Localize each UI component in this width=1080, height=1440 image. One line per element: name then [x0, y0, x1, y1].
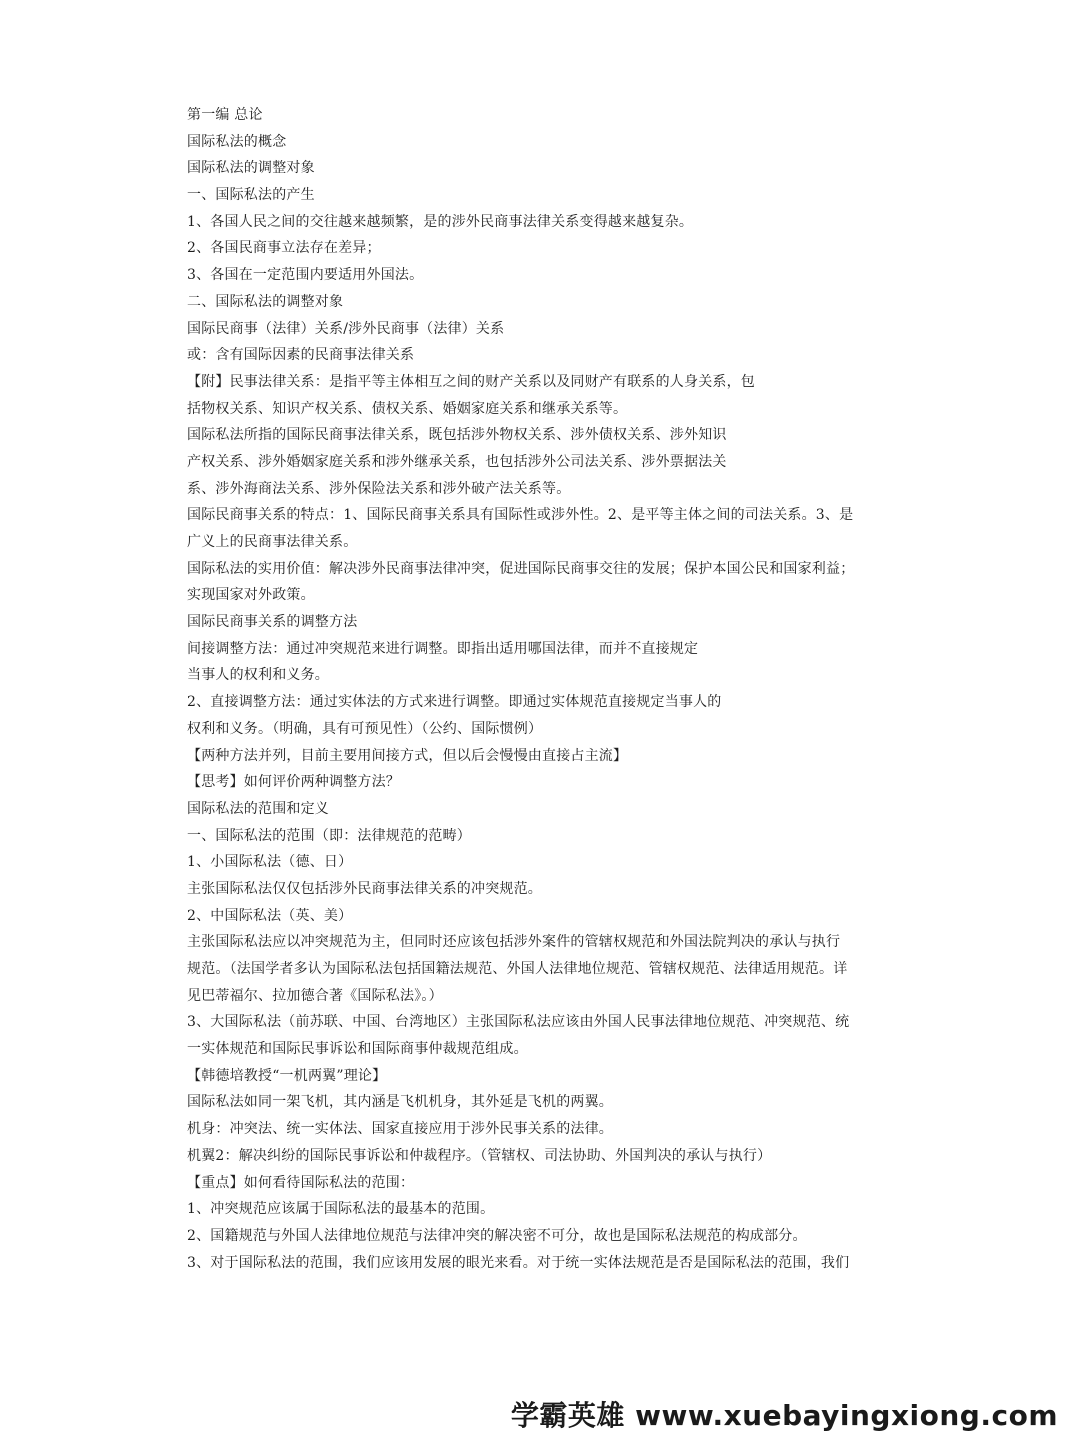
text-line: 产权关系、涉外婚姻家庭关系和涉外继承关系，也包括涉外公司法关系、涉外票据法关 [187, 453, 727, 470]
text-line: 规范。（法国学者多认为国际私法包括国籍法规范、外国人法律地位规范、管辖权规范、法律适用规范。详 [187, 961, 848, 977]
text-line: 见巴蒂福尔、拉加德合著《国际私法》。） [187, 987, 443, 1004]
text-line: 国际私法如同一架飞机，其内涵是飞机机身，其外延是飞机的两翼。 [187, 1094, 613, 1111]
text-line: 1、各国人民之间的交往越来越频繁，是的涉外民商事法律关系变得越来越复杂。 [187, 213, 694, 230]
section-title: 第一编 总论 [187, 107, 263, 123]
heading: 二、国际私法的调整对象 [187, 293, 344, 310]
text-line: 1、冲突规范应该属于国际私法的最基本的范围。 [187, 1201, 495, 1218]
text-line: 【重点】如何看待国际私法的范围： [187, 1174, 415, 1191]
text-line: 【两种方法并列，目前主要用间接方式，但以后会慢慢由直接占主流】 [187, 747, 628, 764]
text-line: 间接调整方法：通过冲突规范来进行调整。即指出适用哪国法律，而并不直接规定 [187, 640, 699, 657]
text-line: 国际私法所指的国际民商事法律关系，既包括涉外物权关系、涉外债权关系、涉外知识 [187, 427, 727, 444]
text-line: 2、各国民商事立法存在差异； [187, 240, 381, 257]
text-line: 3、各国在一定范围内要适用外国法。 [187, 267, 424, 284]
text-line: 机身：冲突法、统一实体法、国家直接应用于涉外民事关系的法律。 [187, 1121, 613, 1138]
text-line: 权利和义务。（明确，具有可预见性）（公约、国际惯例） [187, 720, 543, 737]
watermark: 学霸英雄 www.xuebayingxiong.com [510, 1399, 1058, 1432]
text-line: 或：含有国际因素的民商事法律关系 [187, 347, 415, 364]
heading: 国际私法的调整对象 [187, 160, 315, 177]
text-line: 广义上的民商事法律关系。 [187, 534, 358, 550]
text-line: 主张国际私法仅仅包括涉外民商事法律关系的冲突规范。 [187, 880, 542, 897]
text-line: 机翼2：解决纠纷的国际民事诉讼和仲裁程序。（管辖权、司法协助、外国判决的承认与执行） [187, 1147, 772, 1164]
text-line: 当事人的权利和义务。 [187, 667, 329, 684]
heading: 一、国际私法的范围（即：法律规范的范畴） [187, 827, 471, 844]
text-line: 2、国籍规范与外国人法律地位规范与法律冲突的解决密不可分，故也是国际私法规范的构成部分。 [187, 1227, 807, 1244]
text-line: 【思考】如何评价两种调整方法？ [187, 774, 400, 791]
text-line: 系、涉外海商法关系、涉外保险法关系和涉外破产法关系等。 [187, 480, 571, 497]
text-line: 国际民商事（法律）关系/涉外民商事（法律）关系 [187, 320, 505, 337]
heading: 国际民商事关系的调整方法 [187, 614, 358, 631]
text-line: 实现国家对外政策。 [187, 587, 315, 604]
text-line: 【附】民事法律关系：是指平等主体相互之间的财产关系以及同财产有联系的人身关系，包 [187, 373, 755, 390]
text-line: 2、中国际私法（英、美） [187, 907, 353, 924]
document-body [187, 102, 917, 1276]
text-line: 主张国际私法应以冲突规范为主，但同时还应该包括涉外案件的管辖权规范和外国法院判决的承认与执行 [187, 934, 841, 951]
text-line: 国际私法的实用价值：解决涉外民商事法律冲突，促进国际民商事交往的发展；保护本国公民和国家利益； [187, 560, 855, 577]
text-line: 【韩德培教授“一机两翼”理论】 [187, 1067, 387, 1084]
heading: 国际私法的范围和定义 [187, 800, 329, 817]
text-line: 一实体规范和国际民事诉讼和国际商事仲裁规范组成。 [187, 1041, 528, 1058]
text-line: 1、小国际私法（德、日） [187, 854, 353, 871]
text-line: 国际民商事关系的特点：1、国际民商事关系具有国际性或涉外性。2、是平等主体之间的司法关系。3、是 [187, 507, 854, 524]
text-line: 3、大国际私法（前苏联、中国、台湾地区）主张国际私法应该由外国人民事法律地位规范、冲突规范、统 [187, 1014, 850, 1031]
text-line: 括物权关系、知识产权关系、债权关系、婚姻家庭关系和继承关系等。 [187, 400, 628, 417]
heading: 一、国际私法的产生 [187, 187, 315, 204]
text-line: 3、对于国际私法的范围，我们应该用发展的眼光来看。对于统一实体法规范是否是国际私法的范围，我们 [187, 1254, 850, 1271]
text-line: 2、直接调整方法：通过实体法的方式来进行调整。即通过实体规范直接规定当事人的 [187, 694, 722, 711]
heading: 国际私法的概念 [187, 133, 287, 150]
